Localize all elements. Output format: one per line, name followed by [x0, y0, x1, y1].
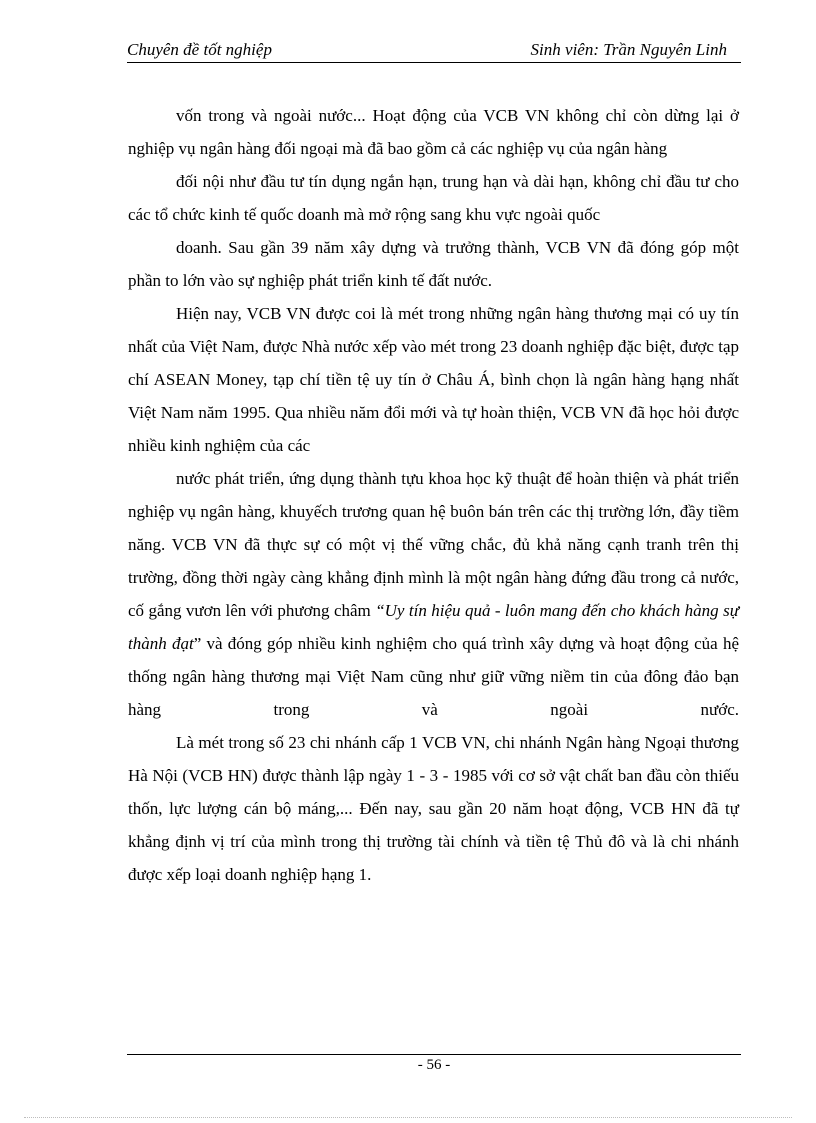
- page-edge-divider: [24, 1117, 792, 1118]
- page-number: - 56 -: [417, 1057, 451, 1073]
- paragraph-5: [128, 462, 739, 726]
- document-body: [128, 99, 739, 891]
- page-header: [127, 38, 741, 63]
- paragraph-4: Hiện nay, VCB VN được coi là mét trong những ngân hàng thương mại có uy tín nhất của Việt Nam, được Nhà nước xếp vào mét trong 23 doanh nghiệp đặc biệt, được tạp chí ASEAN Money, tạp chí tiền tệ uy tín ở Châu Á, bình chọn là ngân hàng hạng nhất Việt Nam năm 1995. Qua nhiều năm đổi mới và tự hoàn thiện, VCB VN đã học hỏi được nhiều kinh nghiệm của các: [128, 304, 739, 455]
- footer-divider: [127, 1054, 741, 1055]
- paragraph-5-part-b: ” và đóng góp nhiều kinh nghiệm cho quá trình xây dựng và hoạt động của hệ thống ngân hàng thương mại Việt Nam cũng như giữ vững niềm tin của đông đảo bạn hàng trong và ngoài nước.: [128, 634, 739, 719]
- paragraph-5-part-a: nước phát triển, ứng dụng thành tựu khoa học kỹ thuật để hoàn thiện và phát triển nghiệp vụ ngân hàng, khuyếch trương quan hệ buôn bán trên các thị trường lớn, đầy tiềm năng. VCB VN đã thực sự có một vị thế vững chắc, đủ khả năng cạnh tranh trên thị trường, đồng thời ngày càng khẳng định mình là một ngân hàng đứng đầu trong cả nước, cố gắng vươn lên với phương châm: [128, 469, 739, 620]
- paragraph-2: đối nội như đầu tư tín dụng ngắn hạn, trung hạn và dài hạn, không chỉ đầu tư cho các tổ chức kinh tế quốc doanh mà mở rộng sang khu vực ngoài quốc: [128, 172, 739, 224]
- paragraph-1: vốn trong và ngoài nước... Hoạt động của VCB VN không chỉ còn dừng lại ở nghiệp vụ ngân hàng đối ngoại mà đã bao gồm cả các nghiệp vụ của ngân hàng: [128, 106, 739, 158]
- header-author: Sinh viên: Trần Nguyên Linh: [530, 40, 727, 59]
- motto-quote: “Uy tín hiệu quả - luôn mang đến cho khách hàng sự thành đạt: [128, 601, 739, 653]
- paragraph-3: doanh. Sau gần 39 năm xây dựng và trưởng thành, VCB VN đã đóng góp một phần to lớn vào sự nghiệp phát triển kinh tế đất nước.: [128, 238, 739, 290]
- paragraph-6: Là mét trong số 23 chi nhánh cấp 1 VCB VN, chi nhánh Ngân hàng Ngoại thương Hà Nội (VCB HN) được thành lập ngày 1 - 3 - 1985 với cơ sở vật chất ban đầu còn thiếu thốn, lực lượng cán bộ máng,... Đến nay, sau gần 20 năm hoạt động, VCB HN đã tự khẳng định vị trí của mình trong thị trường tài chính và tiền tệ Thủ đô và là chi nhánh được xếp loại doanh nghiệp hạng 1.: [128, 733, 739, 884]
- header-title: Chuyên đề tốt nghiệp: [127, 40, 272, 59]
